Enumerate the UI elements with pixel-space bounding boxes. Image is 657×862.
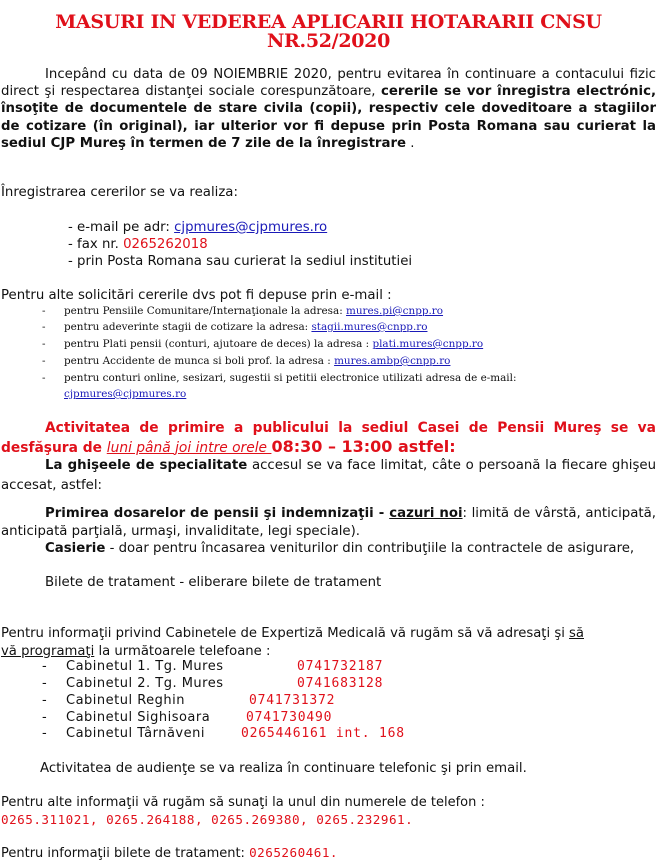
cabinet-item: - Cabinetul 2. Tg. Mures 0741683128 <box>42 676 384 691</box>
cabinet-phone: 0741730490 <box>246 710 333 725</box>
cabinet-phone: 0265446161 int. 168 <box>241 726 405 741</box>
request-email-link[interactable]: mures.ambp@cnpp.ro <box>334 355 451 367</box>
request-email-link[interactable]: cjpmures@cjpmures.ro <box>64 388 187 400</box>
request-email-link[interactable]: mures.pi@cnpp.ro <box>346 305 444 317</box>
request-email-link[interactable]: stagii.mures@cnpp.ro <box>311 321 428 333</box>
activity-text: Activitatea de primire a publicului la sediul Casei de Pensii Mureş se va desfăşura de <box>1 420 656 456</box>
casierie-bold: Casierie <box>45 541 106 556</box>
cabinet-phone: 0741731372 <box>249 693 336 708</box>
casierie-paragraph <box>1 540 656 558</box>
primirea-paragraph: Primirea dosarelor de pensii şi indemnizaţii - cazuri noi: limită de vârstă, anticipată, anticipată parţială, urmaşi, invaliditate, legi speciale). <box>1 506 656 539</box>
registration-email-link[interactable]: cjpmures@cjpmures.ro <box>174 220 328 235</box>
cabinets-link-programati: vă programaţi <box>1 643 95 659</box>
intro-end: . <box>406 135 415 151</box>
registration-post-line: - prin Posta Romana sau curierat la sediul institutiei <box>68 254 413 269</box>
request-item: - pentru conturi online, sesizari, sugestii si petitii electronice utilizati adresa de e-mail: <box>42 372 517 384</box>
request-item: - pentru Plati pensii (conturi, ajutoare de deces) la adresa : plati.mures@cnpp.ro <box>42 338 484 350</box>
request-item-email <box>64 387 186 402</box>
document-title-line1: MASURI IN VEDEREA APLICARII HOTARARII CNSU <box>55 11 602 33</box>
fax-number: 0265262018 <box>123 237 208 252</box>
cabinets-link-sa: să <box>569 626 584 641</box>
cabinet-item: - Cabinetul 1. Tg. Mures 0741732187 <box>42 659 384 674</box>
registration-fax-line <box>68 236 208 253</box>
tratament-phone: 0265260461. <box>249 845 338 860</box>
cabinet-item: - Cabinetul Târnăveni 0265446161 int. 168 <box>42 726 405 741</box>
document-title-line2: NR.52/2020 <box>266 30 391 52</box>
intro-paragraph <box>1 66 656 152</box>
cabinets-intro: Pentru informaţii privind Cabinetele de Expertiză Medicală vă rugăm să vă adresaţi şi să vă programaţi la următoarele telefoane : <box>1 626 584 659</box>
casierie-text: - doar pentru încasarea veniturilor din contribuţiile la contractele de asigurare, <box>105 541 635 556</box>
fax-label: - fax nr. <box>68 237 124 252</box>
request-item: - pentru Pensiile Comunitare/Internaţionale la adresa: mures.pi@cnpp.ro <box>42 305 444 317</box>
activity-paragraph <box>1 420 656 457</box>
activity-hours: 08:30 – 13:00 astfel: <box>271 436 456 456</box>
cabinet-phone: 0741683128 <box>297 676 384 691</box>
registration-heading: Înregistrarea cererilor se va realiza: <box>1 185 238 200</box>
request-item: - pentru adeverinte stagii de cotizare la adresa: stagii.mures@cnpp.ro <box>42 321 428 333</box>
request-email-link[interactable]: plati.mures@cnpp.ro <box>372 338 484 350</box>
other-info-text: Pentru alte informaţii vă rugăm să sunaţi la unul din numerele de telefon : <box>1 795 485 810</box>
cazuri-noi: cazuri noi <box>389 506 463 521</box>
activity-days: luni până joi intre orele <box>106 439 272 456</box>
tratament-label: Pentru informaţii bilete de tratament: <box>1 846 250 861</box>
cabinet-item: - Cabinetul Sighisoara 0741730490 <box>42 710 333 725</box>
registration-email-line <box>68 219 327 236</box>
request-item: - pentru Accidente de munca si boli prof. la adresa : mures.ambp@cnpp.ro <box>42 355 451 367</box>
tratament-line <box>1 844 338 862</box>
ghisee-text: accesul se va face limitat, câte o persoană la fiecare ghişeu accesat, astfel: <box>1 458 657 493</box>
email-label: - e-mail pe adr: <box>68 220 175 235</box>
ghisee-paragraph <box>1 456 656 496</box>
other-info-phones: 0265.311021, 0265.264188, 0265.269380, 0265.232961. <box>1 812 414 827</box>
primirea-bold: Primirea dosarelor de pensii şi indemnizaţii <box>45 506 374 521</box>
primirea-text: : limită de vârstă, anticipată, anticipată parţială, urmaşi, invaliditate, legi speciale). <box>1 506 656 539</box>
audiente-line: Activitatea de audienţe se va realiza în continuare telefonic şi prin email. <box>40 761 527 776</box>
bilete-line: Bilete de tratament - eliberare bilete de tratament <box>45 575 382 590</box>
other-requests-heading: Pentru alte solicitări cererile dvs pot fi depuse prin e-mail : <box>1 288 392 303</box>
cabinet-item: - Cabinetul Reghin 0741731372 <box>42 693 336 708</box>
cabinet-phone: 0741732187 <box>297 659 384 674</box>
intro-bold-text: cererile se vor înregistra electrónic, însoţite de documentele de stare civila (copii), respectiv cele doveditoare a stagiilor de cotizare (în original), iar ulterior vor fi depuse prin Posta Romana sau curierat la sediul CJP Mureş în termen de 7 zile de la înregistrare <box>1 84 657 151</box>
ghisee-bold: La ghişeele de specialitate <box>45 458 248 473</box>
intro-text: Incepând cu data de 09 NOIEMBRIE 2020, pentru evitarea în continuare a contacului fizic direct şi respectarea distanţei sociale corespunzătoare, <box>1 67 656 100</box>
